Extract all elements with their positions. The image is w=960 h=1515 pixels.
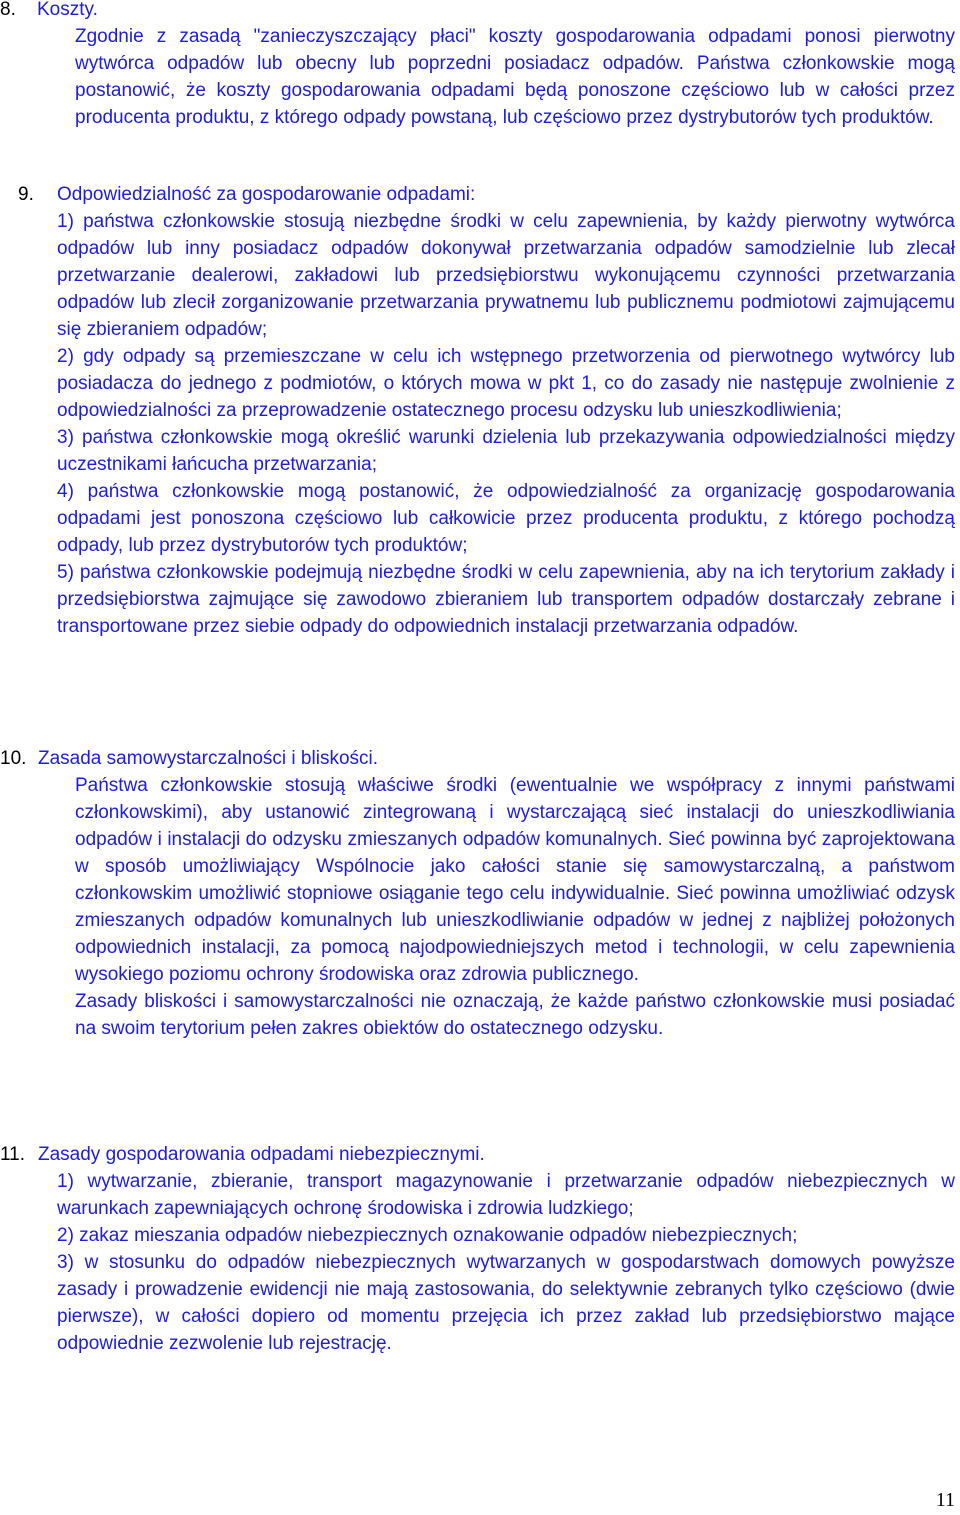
list-item: 1) wytwarzanie, zbieranie, transport magazynowanie i przetwarzanie odpadów niebezpiecznych w warunkach zapewniających ochronę środowiska i zdrowia ludzkiego; bbox=[57, 1171, 955, 1219]
section-9 bbox=[0, 181, 960, 640]
list-item: 4) państwa członkowskie mogą postanowić, że odpowiedzialność za organizację gospodarowania odpadami jest ponoszona częściowo lub całkowicie przez producenta produktu, z którego pochodzą odpady, lub przez dystrybutorów tych produktów; bbox=[57, 481, 955, 556]
section-heading bbox=[0, 181, 960, 208]
section-list bbox=[57, 208, 955, 640]
section-list bbox=[57, 1168, 955, 1357]
list-item: 1) państwa członkowskie stosują niezbędne środki w celu zapewnienia, by każdy pierwotny wytwórca odpadów lub inny posiadacz odpadów dokonywał przetwarzania odpadów samodzielnie lub zlecał przetwarzanie dealerowi, zakładowi lub przedsiębiorstwu wykonującemu czynności przetwarzania odpadów lub zlecił zorganizowanie przetwarzania prywatnemu lub publicznemu podmiotowi zajmującemu się zbieraniem odpadów; bbox=[57, 211, 955, 340]
section-heading bbox=[0, 0, 960, 23]
section-heading bbox=[0, 745, 960, 772]
list-item: 3) w stosunku do odpadów niebezpiecznych wytwarzanych w gospodarstwach domowych powyższe zasady i prowadzenie ewidencji nie mają zastosowania, do selektywnie zebranych tylko częściowo (dwie pierwsze), w całości dopiero od momentu przejęcia ich przez zakład lub przedsiębiorstwo mające odpowiednie zezwolenie lub rejestrację. bbox=[57, 1252, 955, 1354]
section-number: 10. bbox=[0, 748, 27, 769]
list-item: 3) państwa członkowskie mogą określić warunki dzielenia lub przekazywania odpowiedzialności między uczestnikami łańcucha przetwarzania; bbox=[57, 427, 955, 475]
section-title: Odpowiedzialność za gospodarowanie odpadami: bbox=[57, 184, 476, 205]
list-item: 2) zakaz mieszania odpadów niebezpiecznych oznakowanie odpadów niebezpiecznych; bbox=[57, 1225, 798, 1246]
section-paragraph: Zgodnie z zasadą "zanieczyszczający płaci" koszty gospodarowania odpadami ponosi pierwotny wytwórca odpadów lub obecny lub poprzedni posiadacz odpadów. Państwa członkowskie mogą postanowić, że koszty gospodarowania odpadami będą ponoszone częściowo lub w całości przez producenta produktu, z którego odpady powstaną, lub częściowo przez dystrybutorów tych produktów. bbox=[75, 26, 955, 128]
section-title: Koszty. bbox=[37, 0, 98, 20]
section-11 bbox=[0, 1141, 960, 1357]
list-item: 2) gdy odpady są przemieszczane w celu ich wstępnego przetworzenia od pierwotnego wytwórcy lub posiadacza do jednego z podmiotów, o których mowa w pkt 1, co do zasady nie następuje zwolnienie z odpowiedzialności za przeprowadzenie ostatecznego procesu odzysku lub unieszkodliwienia; bbox=[57, 346, 955, 421]
section-body bbox=[75, 772, 955, 1042]
section-title: Zasada samowystarczalności i bliskości. bbox=[38, 748, 379, 769]
list-item: 5) państwa członkowskie podejmują niezbędne środki w celu zapewnienia, aby na ich terytorium zakłady i przedsiębiorstwa zajmujące się zawodowo zbieraniem lub transportem odpadów dostarczały zebrane i transportowane przez siebie odpady do odpowiednich instalacji przetwarzania odpadów. bbox=[57, 562, 955, 637]
section-number: 8. bbox=[0, 0, 16, 20]
section-number: 11. bbox=[0, 1144, 26, 1165]
section-8 bbox=[0, 0, 960, 131]
section-heading bbox=[0, 1141, 960, 1168]
section-paragraph: Państwa członkowskie stosują właściwe środki (ewentualnie we współpracy z innymi państwami członkowskimi), aby ustanowić zintegrowaną i wystarczającą sieć instalacji do unieszkodliwiania odpadów i instalacji do odzysku zmieszanych odpadów komunalnych. Sieć powinna być zaprojektowana w sposób umożliwiający Wspólnocie jako całości stanie się samowystarczalną, a państwom członkowskim umożliwić stopniowe osiąganie tego celu indywidualnie. Sieć powinna umożliwiać odzysk zmieszanych odpadów komunalnych lub unieszkodliwianie odpadów w jednej z najbliżej położonych odpowiednich instalacji, za pomocą najodpowiedniejszych metod i technologii, w celu zapewnienia wysokiego poziomu ochrony środowiska oraz zdrowia publicznego. bbox=[75, 775, 955, 985]
section-number: 9. bbox=[18, 184, 34, 205]
section-title: Zasady gospodarowania odpadami niebezpiecznymi. bbox=[38, 1144, 485, 1165]
page-number: 11 bbox=[935, 1489, 955, 1511]
section-paragraph: Zasady bliskości i samowystarczalności nie oznaczają, że każde państwo członkowskie musi posiadać na swoim terytorium pełen zakres obiektów do ostatecznego odzysku. bbox=[75, 991, 955, 1039]
section-10 bbox=[0, 745, 960, 1042]
